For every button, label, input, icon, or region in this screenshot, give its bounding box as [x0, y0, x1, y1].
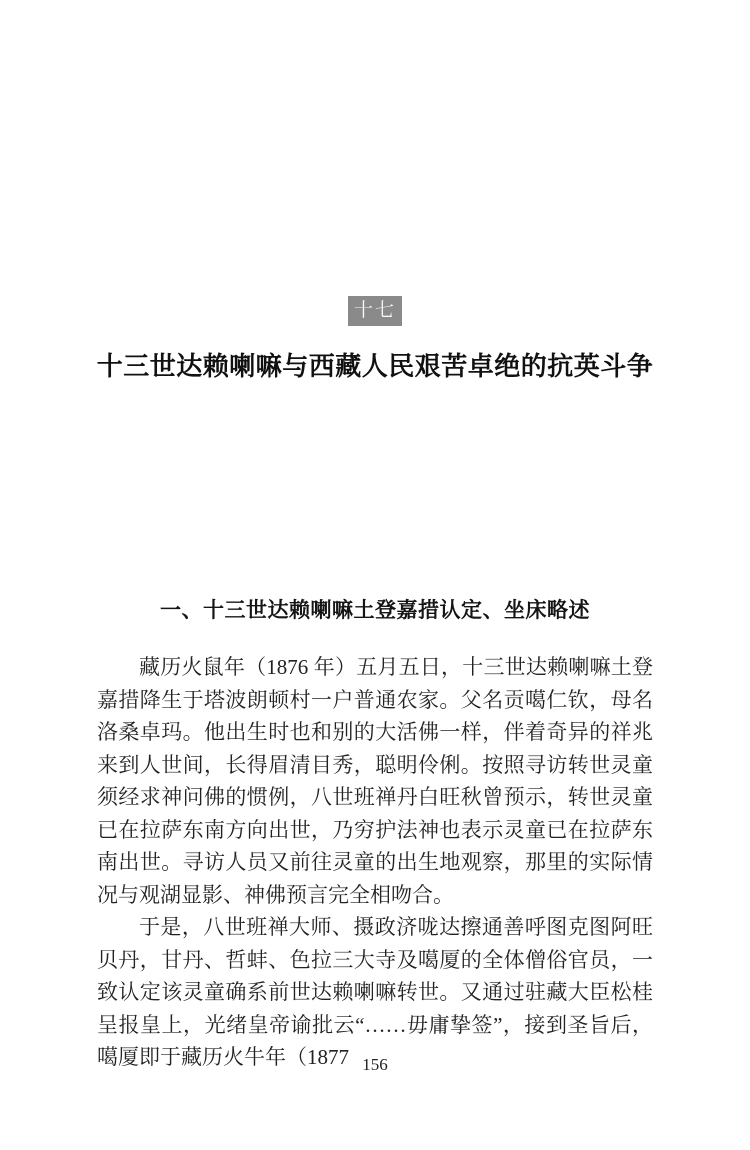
paragraph-1: 藏历火鼠年（1876 年）五月五日，十三世达赖喇嘛土登嘉措降生于塔波朗顿村一户普通农家。父名贡噶仁钦，母名洛桑卓玛。他出生时也和别的大活佛一样，伴着奇异的祥兆来到人世间，长得眉清目秀，聪明伶俐。按照寻访转世灵童须经求神问佛的惯例，八世班禅丹白旺秋曾预示，转世灵童已在拉萨东南方向出世，乃穷护法神也表示灵童已在拉萨东南出世。寻访人员又前往灵童的出生地观察，那里的实际情况与观湖显影、神佛预言完全相吻合。 — [97, 655, 653, 907]
page-number: 156 — [362, 1055, 388, 1074]
chapter-title: 十三世达赖喇嘛与西藏人民艰苦卓绝的抗英斗争 — [96, 352, 654, 381]
paragraph-2: 于是，八世班禅大师、摄政济咙达擦通善呼图克图阿旺贝丹，甘丹、哲蚌、色拉三大寺及噶厦的全体僧俗官员，一致认定该灵童确系前世达赖喇嘛转世。又通过驻藏大臣松桂呈报皇上，光绪皇帝谕批云“……毋庸挚签”，接到圣旨后，噶厦即于藏历火牛年（1877 — [97, 915, 653, 1069]
body-text — [97, 651, 653, 1074]
chapter-number-badge: 十七 — [348, 296, 402, 326]
section-heading: 一、十三世达赖喇嘛土登嘉措认定、坐床略述 — [160, 599, 590, 622]
